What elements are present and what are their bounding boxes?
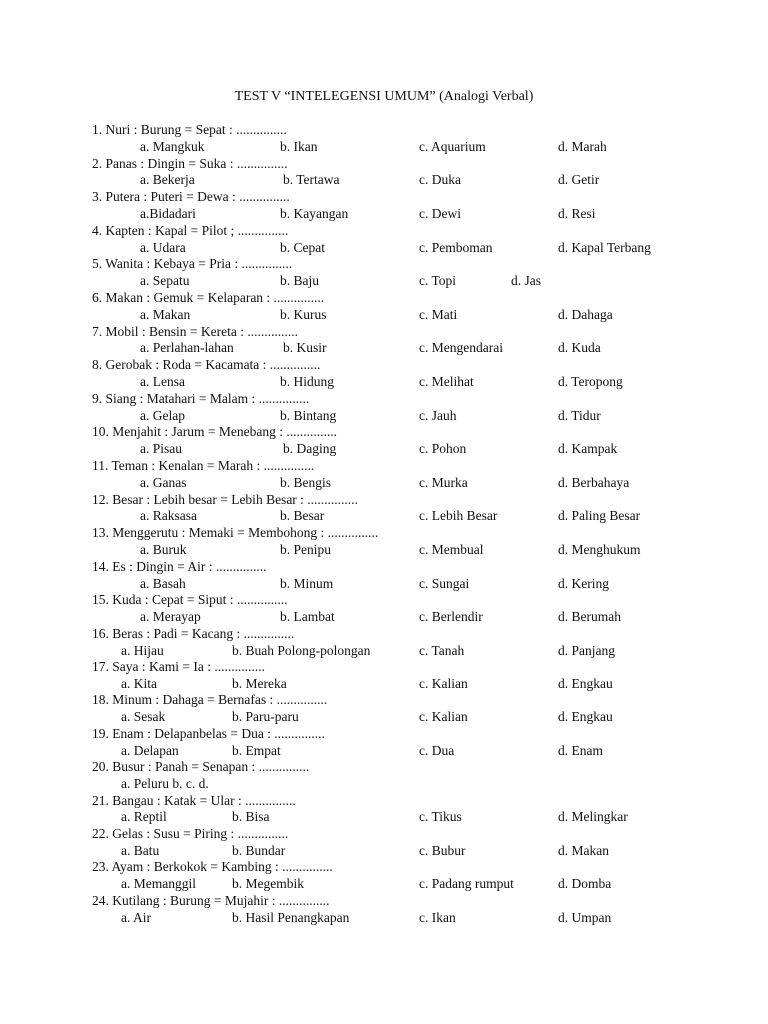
option-c: c. Duka: [419, 172, 461, 188]
option-c: c. Dewi: [419, 205, 461, 221]
option-d: d. Marah: [558, 138, 607, 154]
option-a: a. Batu: [121, 842, 160, 858]
option-b: b. Daging: [283, 441, 337, 457]
question-stem: 11. Teman : Kenalan = Marah : ...............: [92, 457, 315, 473]
option-c: c. Topi: [419, 273, 457, 289]
option-b: b. Bundar: [232, 842, 286, 858]
option-a: a. Ganas: [140, 474, 187, 490]
option-a: a. Sesak: [121, 709, 166, 725]
option-d: d. Kampak: [558, 441, 618, 457]
option-d: d. Jas: [511, 273, 541, 289]
option-c: c. Lebih Besar: [419, 508, 498, 524]
question-item: [0, 692, 768, 725]
option-c: c. Jauh: [419, 407, 457, 423]
option-c: c. Kalian: [419, 675, 468, 691]
option-b: b. Hasil Penangkapan: [232, 909, 350, 925]
option-a: a. Pisau: [140, 441, 182, 457]
option-b: b. Paru-paru: [232, 709, 299, 725]
question-item: [0, 391, 768, 425]
option-d: d. Melingkar: [558, 809, 628, 825]
question-item: [0, 156, 768, 190]
question-stem: 14. Es : Dingin = Air : ...............: [92, 558, 267, 574]
question-stem: 5. Wanita : Kebaya = Pria : ...............: [92, 256, 293, 272]
option-b: b. Bintang: [280, 407, 337, 423]
option-d: d. Engkau: [558, 709, 613, 725]
question-stem: 24. Kutilang : Burung = Mujahir : ...............: [92, 892, 330, 908]
question-item: [0, 290, 768, 324]
question-item: [0, 458, 768, 492]
question-item: [0, 626, 768, 659]
question-stem: 7. Mobil : Bensin = Kereta : ...............: [92, 323, 298, 339]
option-d: d. Engkau: [558, 675, 613, 691]
option-c: c. Mati: [419, 306, 458, 322]
option-b: b. Kurus: [280, 306, 327, 322]
question-stem: 12. Besar : Lebih besar = Lebih Besar : ...............: [92, 491, 358, 507]
option-b: b. Ikan: [280, 138, 318, 154]
option-b: b. Bengis: [280, 474, 332, 490]
option-b: b. Megembik: [232, 876, 304, 892]
option-c: c. Melihat: [419, 373, 474, 389]
option-a: a. Hijau: [121, 642, 164, 658]
document-title: TEST V “INTELEGENSI UMUM” (Analogi Verbal): [234, 89, 534, 104]
question-item: [0, 826, 768, 859]
option-a: a. Memanggil: [121, 876, 196, 892]
question-stem: 21. Bangau : Katak = Ular : ...............: [92, 792, 296, 808]
question-item: [0, 424, 768, 458]
option-b: b. Kusir: [283, 340, 327, 356]
question-stem: 19. Enam : Delapanbelas = Dua : ...............: [92, 725, 325, 741]
option-c: c. Padang rumput: [419, 876, 514, 892]
question-stem: 9. Siang : Matahari = Malam : ...............: [92, 390, 310, 406]
option-c: c. Tanah: [419, 642, 465, 658]
option-c: c. Pohon: [419, 441, 467, 457]
option-d: d. Domba: [558, 876, 612, 892]
option-b: b. Cepat: [280, 239, 325, 255]
option-a: a. Perlahan-lahan: [140, 340, 234, 356]
option-b: b. Hidung: [280, 373, 334, 389]
option-a: a. Bekerja: [140, 172, 195, 188]
option-d: d. Enam: [558, 742, 603, 758]
option-a: a. Reptil: [121, 809, 167, 825]
option-b: b. Lambat: [280, 609, 335, 625]
option-d: d. Berumah: [558, 609, 621, 625]
question-item: [0, 357, 768, 391]
option-b: b. Besar: [280, 508, 325, 524]
question-item: [0, 759, 768, 792]
option-b: b. Empat: [232, 742, 281, 758]
option-c: c. Berlendir: [419, 609, 483, 625]
option-d: d. Menghukum: [558, 541, 641, 557]
option-b: b. Baju: [280, 273, 319, 289]
question-stem: 2. Panas : Dingin = Suka : ...............: [92, 155, 288, 171]
question-item: [0, 492, 768, 526]
option-d: d. Berbahaya: [558, 474, 630, 490]
option-b: b. Tertawa: [283, 172, 340, 188]
question-stem: 6. Makan : Gemuk = Kelaparan : ...............: [92, 289, 325, 305]
option-c: c. Tikus: [419, 809, 462, 825]
option-d: d. Kapal Terbang: [558, 239, 651, 255]
option-d: d. Getir: [558, 172, 600, 188]
question-stem: 20. Busur : Panah = Senapan : ...............: [92, 759, 310, 775]
question-stem: 23. Ayam : Berkokok = Kambing : ...............: [92, 859, 333, 875]
option-b: b. Kayangan: [280, 205, 349, 221]
option-a: a. Merayap: [140, 609, 201, 625]
option-c: c. Sungai: [419, 575, 470, 591]
question-stem: 1. Nuri : Burung = Sepat : ...............: [92, 122, 287, 137]
question-item: [0, 525, 768, 559]
option-b: b. Minum: [280, 575, 334, 591]
question-list: [0, 122, 768, 926]
option-d: d. Umpan: [558, 909, 612, 925]
option-a: a. Mangkuk: [140, 138, 205, 154]
question-stem: 4. Kapten : Kapal = Pilot ; ...............: [92, 222, 289, 238]
question-item: [0, 223, 768, 257]
question-item: [0, 659, 768, 692]
question-stem: 3. Putera : Puteri = Dewa : ...............: [92, 189, 290, 205]
option-a: a. Lensa: [140, 373, 185, 389]
option-c: c. Mengendarai: [419, 340, 503, 356]
option-c: c. Ikan: [419, 909, 456, 925]
option-a: a. Peluru b. c. d.: [121, 776, 209, 792]
option-c: c. Membual: [419, 541, 484, 557]
question-stem: 17. Saya : Kami = Ia : ...............: [92, 659, 265, 675]
question-item: [0, 726, 768, 759]
option-d: d. Dahaga: [558, 306, 613, 322]
option-a: a. Buruk: [140, 541, 187, 557]
question-item: [0, 893, 768, 926]
question-stem: 10. Menjahit : Jarum = Menebang : ...............: [92, 424, 337, 440]
question-item: [0, 793, 768, 826]
option-a: a. Gelap: [140, 407, 185, 423]
option-d: d. Paling Besar: [558, 508, 641, 524]
question-item: [0, 592, 768, 625]
option-d: d. Kering: [558, 575, 609, 591]
option-a: a. Raksasa: [140, 508, 197, 524]
option-a: a. Air: [121, 909, 151, 925]
question-stem: 13. Menggerutu : Memaki = Membohong : ...............: [92, 525, 379, 541]
option-c: c. Pemboman: [419, 239, 493, 255]
question-stem: 18. Minum : Dahaga = Bernafas : ...............: [92, 692, 328, 708]
option-b: b. Bisa: [232, 809, 270, 825]
option-a: a. Basah: [140, 575, 186, 591]
question-stem: 16. Beras : Padi = Kacang : ...............: [92, 625, 295, 641]
option-c: c. Aquarium: [419, 138, 486, 154]
question-item: [0, 122, 768, 156]
question-stem: 22. Gelas : Susu = Piring : ...............: [92, 826, 289, 842]
option-d: d. Kuda: [558, 340, 601, 356]
option-d: d. Resi: [558, 205, 596, 221]
option-c: c. Bubur: [419, 842, 466, 858]
question-item: [0, 189, 768, 223]
option-a: a. Sepatu: [140, 273, 190, 289]
option-a: a. Makan: [140, 306, 191, 322]
option-c: c. Murka: [419, 474, 468, 490]
option-a: a. Delapan: [121, 742, 179, 758]
option-a: a. Udara: [140, 239, 186, 255]
option-b: b. Penipu: [280, 541, 332, 557]
question-item: [0, 256, 768, 290]
option-d: d. Tidur: [558, 407, 601, 423]
option-b: b. Mereka: [232, 675, 287, 691]
option-b: b. Buah Polong-polongan: [232, 642, 371, 658]
question-item: [0, 559, 768, 593]
question-item: [0, 859, 768, 892]
option-c: c. Dua: [419, 742, 455, 758]
question-item: [0, 324, 768, 358]
option-d: d. Teropong: [558, 373, 623, 389]
question-stem: 8. Gerobak : Roda = Kacamata : ...............: [92, 357, 321, 373]
option-c: c. Kalian: [419, 709, 468, 725]
option-d: d. Makan: [558, 842, 609, 858]
option-a: a.Bidadari: [140, 205, 196, 221]
question-stem: 15. Kuda : Cepat = Siput : ...............: [92, 592, 288, 608]
option-a: a. Kita: [121, 675, 157, 691]
option-d: d. Panjang: [558, 642, 615, 658]
